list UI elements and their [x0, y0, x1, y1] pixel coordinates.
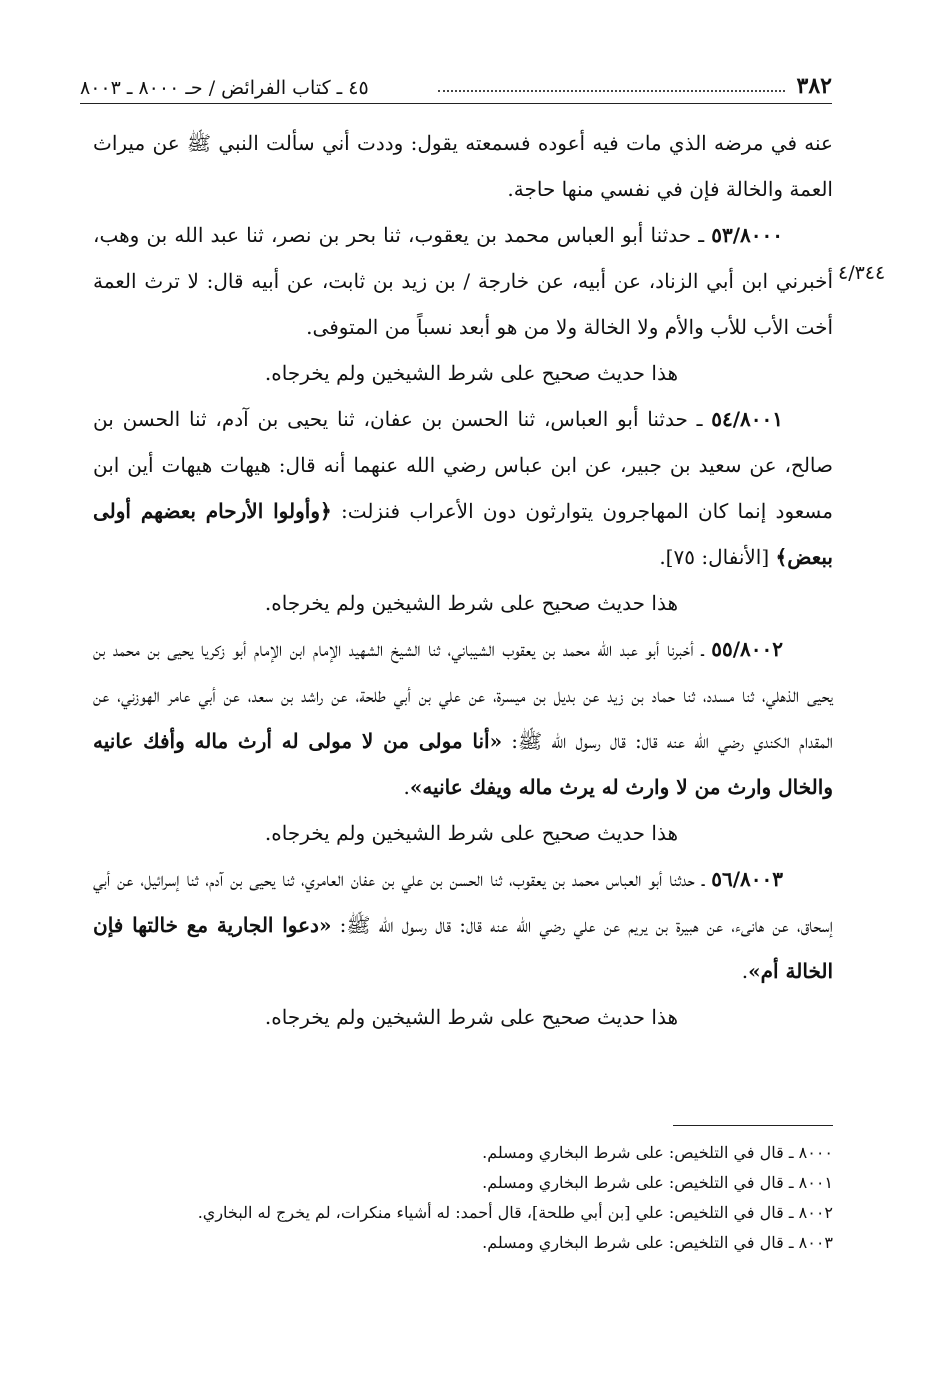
page-number: ٣٨٢: [796, 73, 832, 99]
sentence-end: .: [403, 775, 410, 799]
hadith-number: ٥٥/٨٠٠٢: [711, 637, 783, 661]
verdict-8000: هذا حديث صحيح على شرط الشيخين ولم يخرجاه.: [264, 361, 678, 385]
hadith-8000: [93, 212, 833, 350]
footnote-8003: ٨٠٠٣ ـ قال في التلخيص: على شرط البخاري ومسلم.: [482, 1233, 833, 1252]
hadith-8002: [93, 626, 833, 810]
hadith-text: ـ حدثنا أبو العباس محمد بن يعقوب، ثنا بحر بن نصر، ثنا عبد الله بن وهب، أخبرني ابن أبي الزناد، عن أبيه، عن خارجة / بن زيد بن ثابت، عن أبيه قال: لا ترث العمة أخت الأب للأب والأم ولا الخالة ولا من هو أبعد نسباً من المتوفى.: [93, 223, 833, 339]
running-head: ٤٥ ـ كتاب الفرائض / حـ ٨٠٠٠ ـ ٨٠٠٣: [79, 77, 369, 99]
margin-volume-page-ref: ٤/٣٤٤: [838, 262, 886, 284]
footnote-8001: ٨٠٠١ ـ قال في التلخيص: على شرط البخاري ومسلم.: [482, 1173, 833, 1192]
hadith-text: ـ أخبرنا أبو عبد الله محمد بن يعقوب الشيباني، ثنا الشيخ الشهيد الإمام ابن الإمام أبو زكريا يحيى بن محمد بن يحيى الذهلي، ثنا مسدد، ثنا حماد بن زيد عن بديل بن ميسرة، عن علي بن أبي طلحة، عن راشد بن سعد، عن أبي عامر الهوزني، عن المقدام الكندي رضي الله عنه قال: قال رسول الله ﷺ:: [93, 637, 833, 753]
hadith-number: ٥٣/٨٠٠٠: [711, 223, 783, 247]
verdict-8003: هذا حديث صحيح على شرط الشيخين ولم يخرجاه.: [264, 1005, 678, 1029]
footnote-8000: ٨٠٠٠ ـ قال في التلخيص: على شرط البخاري ومسلم.: [482, 1143, 833, 1162]
continued-paragraph: عنه في مرضه الذي مات فيه أعوده فسمعته يقول: وددت أني سألت النبي ﷺ عن ميراث العمة والخالة فإن في نفسي منها حاجة.: [93, 131, 833, 201]
hadith-8003: [93, 856, 833, 994]
page-header: [80, 70, 832, 104]
footnote-separator: [673, 1125, 833, 1126]
header-leader-dots: [438, 89, 784, 92]
hadith-number: ٥٦/٨٠٠٣: [711, 867, 783, 891]
hadith-text: ـ حدثنا أبو العباس محمد بن يعقوب، ثنا الحسن بن علي بن عفان العامري، ثنا يحيى بن آدم، ثنا إسرائيل، عن أبي إسحاق، عن هانىء، عن هبيرة بن يريم عن علي رضي الله عنه قال: قال رسول الله ﷺ:: [93, 867, 833, 937]
sentence-end: .: [741, 959, 749, 983]
verdict-8001: هذا حديث صحيح على شرط الشيخين ولم يخرجاه.: [264, 591, 678, 615]
quran-verse: ﴿وأولوا الأرحام بعضهم أولى ببعض﴾: [93, 499, 833, 569]
footnote-8002: ٨٠٠٢ ـ قال في التلخيص: علي [بن أبي طلحة]، قال أحمد: له أشياء منكرات، لم يخرج له البخاري.: [197, 1203, 833, 1222]
footnotes: [73, 1138, 833, 1258]
hadith-text: ـ حدثنا أبو العباس، ثنا الحسن بن عفان، ثنا يحيى بن آدم، ثنا الحسن بن صالح، عن سعيد بن جبير، عن ابن عباس رضي الله عنهما أنه قال: هيهات هيهات أين ابن مسعود إنما كان المهاجرون يتوارثون دون الأعراب فنزلت:: [93, 407, 833, 523]
verdict-8002: هذا حديث صحيح على شرط الشيخين ولم يخرجاه.: [264, 821, 678, 845]
prophetic-quote: «دعوا الجارية مع خالتها فإن الخالة أم»: [93, 913, 833, 983]
hadith-8001: [93, 396, 833, 580]
prophetic-quote: «أنا مولى من لا مولى له أرث ماله وأفك عانيه والخال وارث من لا وارث له يرث ماله ويفك عانيه»: [93, 729, 833, 799]
hadith-number: ٥٤/٨٠٠١: [711, 407, 783, 431]
main-text: [93, 120, 833, 1040]
verse-reference: [الأنفال: ٧٥].: [659, 545, 776, 569]
